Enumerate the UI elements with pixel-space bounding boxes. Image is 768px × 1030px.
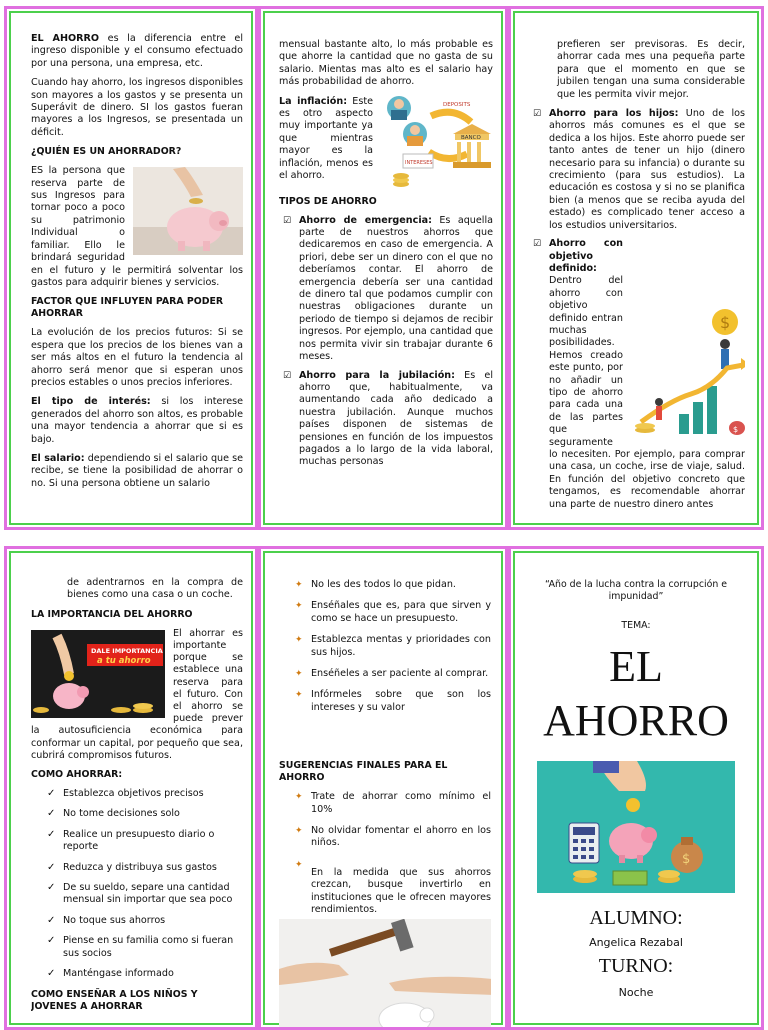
tipos-list	[279, 215, 493, 469]
alumno-label: ALUMNO:	[589, 906, 683, 929]
svg-text:a tu ahorro: a tu ahorro	[97, 655, 151, 666]
bullet-icon: ✦	[295, 792, 303, 803]
checkbox-icon: ☑	[533, 239, 542, 250]
list-item: ✓ Manténgase informado	[47, 968, 174, 980]
list-item: ☑ Ahorro para la jubilación: Es el ahorro que, habitualmente, va aumentando cada año dedicado a nuestra jubilación. Aunque muchos países disponen de sistemas de pensiones en función de los impuestos pagados a lo largo de la vida laboral, muchas personas	[283, 369, 493, 468]
checkbox-icon: ☑	[533, 109, 542, 120]
panel-6-cover	[508, 546, 764, 1030]
checkbox-icon: ☑	[283, 370, 292, 381]
como-ahorrar-list	[31, 788, 243, 980]
list-item: ☑ Ahorro de emergencia: Es aquella parte de nuestros ahorros que dedicaremos en caso de emergencia. A priori, debe ser un dinero con el que no deberíamos contar. El ahorro de emergencia debería ser una cantidad de dinero tal que podamos cumplir con nuestras obligaciones durante un periodo de tiempo si dejamos de recibir ingresos. Por ejemplo, una cantidad que nos permita vivir sin trabajar durante 6 meses.	[283, 214, 493, 363]
ensenar-list	[279, 579, 491, 714]
heading-ensenar-ninos: COMO ENSEÑAR A LOS NIÑOS Y JOVENES A AHORRAR	[31, 988, 198, 1012]
checkmark-icon: ✓	[47, 882, 56, 894]
list-item: ✓ Reduzca y distribuya sus gastos	[47, 861, 217, 873]
title-line-2: AHORRO	[543, 695, 729, 745]
motto: “Año de la lucha contra la corrupción e impunidad”	[544, 579, 728, 603]
heading-como-ahorrar: COMO AHORRAR:	[31, 769, 123, 781]
cover-savings-illustration	[537, 761, 735, 893]
svg-text:DEPOSITS: DEPOSITS	[443, 101, 471, 108]
heading-importancia: LA IMPORTANCIA DEL AHORRO	[31, 608, 193, 620]
list-item: ✦ Establezca mentas y prioridades con sus hijos.	[295, 634, 491, 658]
checkmark-icon: ✓	[47, 935, 56, 947]
importancia-paragraph: El ahorrar es importante porque se establece una reserva para el futuro. Con el ahorro se puede prever la autosuficiencia económica para conformar un capital, por pequeño que sea, cubrirá compromisos futuros.	[31, 627, 243, 761]
superavit-paragraph: Cuando hay ahorro, los ingresos disponibles son mayores a los gastos y se presenta un Superávit de dinero. SI los gastos fueran mayores a los Ingresos, se presentada un déficit.	[31, 77, 243, 138]
list-item	[279, 859, 491, 870]
list-item: ✓ De su sueldo, separe una cantidad mensual sin importar que sea poco	[47, 882, 233, 906]
intro-paragraph: EL AHORRO es la diferencia entre el ingreso disponible y el consumo efectuado por una persona, una empresa, etc.	[31, 33, 243, 69]
svg-text:DALE IMPORTANCIA: DALE IMPORTANCIA	[91, 646, 163, 655]
panel-1	[4, 6, 258, 530]
list-item: ☑ $ $ Ahorro con objetivo definido: Dentro del ahorro con objetivo definido entran muchas posibilidades. Hemos creado este punto, por no añadir un tipo de ahorro para cada una de las partes que seguramente lo necesiten. Por ejemplo, para comprar una casa, un coche, irse de viaje, salud. En función del objetivo concreto que tengamos, es recomendable ahorrar una parte de nuestro dinero antes	[529, 238, 745, 511]
list-item: ✓ No tome decisiones solo	[47, 808, 180, 820]
svg-text:$: $	[720, 313, 731, 333]
importancia-ahorro-image	[31, 630, 165, 718]
sugerencias-list	[279, 791, 491, 916]
heading-factores: FACTOR QUE INFLUYEN PARA PODER AHORRAR	[31, 296, 224, 320]
list-item: En la medida que sus ahorros crezcan, busque invertirlo en instituciones que le ofrecen mayores rendimientos.	[311, 866, 491, 916]
salario-paragraph: El salario: dependiendo si el salario que se recibe, se tiene la posibilidad de ahorrar o no. Si una persona obtiene un salario	[31, 452, 243, 489]
list-item: ☑ Ahorro para los hijos: Uno de los ahorros más comunes es el que se dedica a los hijos. Este ahorro puede ser tanto antes de tener un hijo (dinero necesario para su infancia) o durante su crecimiento (para sus estudios). La educación es costosa y si no se planifica bien (a menos que se reciba ayuda del estado) es complicado tener acceso a los estudios universitarios.	[533, 108, 745, 231]
checkmark-icon: ✓	[47, 828, 56, 840]
hammer-piggy-photo	[279, 919, 491, 1027]
bullet-icon: ✦	[295, 601, 303, 612]
title-line-1: EL	[609, 641, 663, 691]
list-item: ✦ Enséñales que es, para que sirven y como se hace un presupuesto.	[295, 600, 491, 624]
checkmark-icon: ✓	[47, 808, 56, 820]
bullet-icon: ✦	[295, 635, 303, 646]
list-item: ✦ Trate de ahorrar como mínimo el 10%	[295, 791, 491, 815]
list-item: ✓ Realice un presupuesto diario o reporte	[47, 828, 215, 853]
list-item: ✦ No olvidar fomentar el ahorro en los niños.	[295, 825, 491, 849]
list-item: ✓ No toque sus ahorros	[47, 914, 166, 926]
panel-5	[258, 546, 508, 1030]
turno-value: Noche	[618, 985, 654, 999]
turno-label: TURNO:	[598, 954, 674, 977]
checkbox-icon: ☑	[283, 215, 292, 226]
heading-sugerencias: SUGERENCIAS FINALES PARA EL AHORRO	[279, 760, 448, 784]
bank-deposit-illustration	[381, 94, 493, 192]
precios-paragraph: La evolución de los precios futuros: Si se espera que los precios de los bienes van a ser más altos en el futuro la tendencia al ahorro será menor que si esperan unos precios estables o unos precios inferiores.	[31, 327, 243, 388]
salario-continued: mensual bastante alto, lo más probable es que ahorre la cantidad que no gasta de su salario. Mientas mas alto es el salario hay más probabilidad de ahorro.	[279, 39, 493, 88]
savings-growth-illustration	[631, 304, 745, 436]
list-item: ✦ Enséñeles a ser paciente al comprar.	[295, 668, 489, 680]
interes-paragraph: El tipo de interés: si los interese generados del ahorro son altos, es probable una mayor tendencia a ahorrar que si es bajo.	[31, 396, 243, 445]
heading-tipos: TIPOS DE AHORRO	[279, 195, 377, 207]
bullet-icon: ✦	[295, 826, 303, 837]
checkmark-icon: ✓	[47, 861, 56, 873]
bullet-icon: ✦	[295, 669, 303, 680]
heading-ahorrador: ¿QUIÉN ES UN AHORRADOR?	[31, 146, 182, 158]
list-item: ✦ Infórmeles sobre que son los intereses y su valor	[295, 689, 491, 713]
svg-text:$: $	[682, 851, 691, 867]
bullet-icon: ✦	[295, 859, 303, 870]
svg-text:INTERESES: INTERESES	[405, 159, 433, 166]
list-item: ✓ Piense en su familia como si fueran sus socios	[47, 935, 234, 959]
ahorrador-paragraph: ES la persona que reserva parte de sus Ingresos para tornar poco a poco su patrimonio Individual o familiar. Ello le brindará seguridad en el futuro y le permitirá solventar los gastos para adquirir bienes y servicios.	[31, 165, 243, 288]
bullet-icon: ✦	[295, 690, 303, 701]
panel-4	[4, 546, 258, 1030]
svg-text:BANCO: BANCO	[461, 134, 481, 141]
svg-text:$: $	[733, 425, 739, 435]
tema-label: TEMA:	[621, 619, 651, 631]
piggy-bank-hand-photo	[133, 167, 243, 255]
checkmark-icon: ✓	[47, 788, 56, 800]
list-item: ✓ Establezca objetivos precisos	[47, 788, 204, 800]
inflacion-paragraph: La inflación: Este es otro aspecto muy importante ya que mientras mayor es la inflación, menos es el ahorro.	[279, 95, 373, 182]
bullet-icon: ✦	[295, 580, 303, 590]
compra-continued: de adentrarnos en la compra de bienes como una casa o un coche.	[67, 577, 243, 601]
checkmark-icon: ✓	[47, 914, 56, 926]
checkmark-icon: ✓	[47, 968, 56, 980]
tipos-list-continued	[529, 108, 745, 511]
jubilacion-continued: prefieren ser previsoras. Es decir, ahorrar cada mes una pequeña parte para que el momento en que se jubilen tengan una suma considerable que les permita vivir mejor.	[557, 39, 745, 100]
panel-2	[258, 6, 508, 530]
alumno-name: Angelica Rezabal	[589, 935, 683, 949]
list-item: ✦ No les des todos lo que pidan.	[295, 579, 456, 590]
panel-3	[508, 6, 764, 530]
